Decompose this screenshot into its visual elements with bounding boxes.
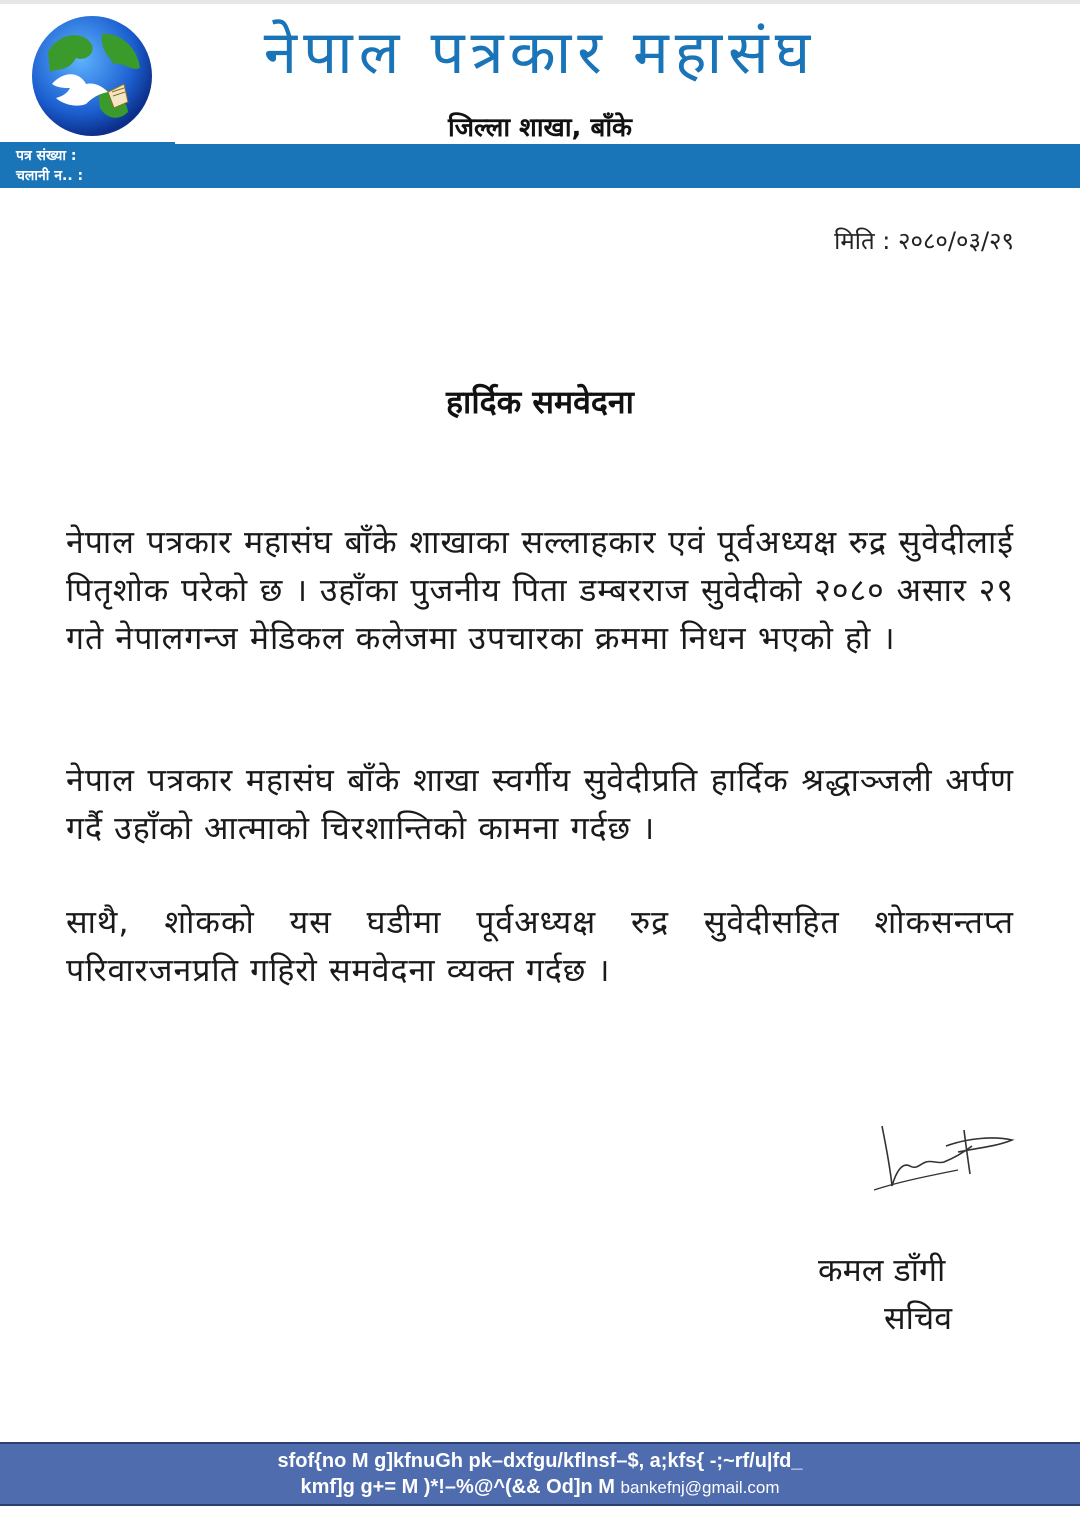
letter-date: मिति : २०८०/०३/२९: [834, 227, 1014, 255]
handwritten-signature: [868, 1116, 1018, 1196]
organization-name: नेपाल पत्रकार महासंघ: [263, 18, 817, 88]
footer-email[interactable]: bankefnj@gmail.com: [620, 1478, 780, 1497]
dispatch-number-label: चलानी न.. :: [16, 168, 84, 184]
footer-address-line: sfof{no M g]kfnuGh pk–dxfgu/kflnsf–$, a;kfs{ -;~rf/u|fd_: [277, 1450, 803, 1472]
branch-name: जिल्ला शाखा, बाँके: [447, 113, 633, 143]
signer-title: सचिव: [884, 1299, 953, 1337]
signer-name: कमल डाँगी: [818, 1251, 946, 1289]
body-paragraph-2: नेपाल पत्रकार महासंघ बाँके शाखा स्वर्गीय सुवेदीप्रति हार्दिक श्रद्धाञ्जली अर्पण गर्दै उहाँको आत्माको चिरशान्तिको कामना गर्दछ ।: [66, 761, 1014, 847]
body-paragraph-3: साथै, शोकको यस घडीमा पूर्वअध्यक्ष रुद्र सुवेदीसहित शोकसन्तप्त परिवारजनप्रति गहिरो समवेदना व्यक्त गर्दछ ।: [66, 903, 1014, 989]
footer-phone-text: kmf]g g+= M )*!–%@^(&& Od]n M: [300, 1476, 615, 1498]
body-paragraph-1: नेपाल पत्रकार महासंघ बाँके शाखाका सल्लाहकार एवं पूर्वअध्यक्ष रुद्र सुवेदीलाई पितृशोक परेको छ । उहाँका पुजनीय पिता डम्बरराज सुवेदीको २०८० असार २९ गते नेपालगन्ज मेडिकल कलेजमा उपचारका क्रममा निधन भएको हो ।: [66, 523, 1014, 657]
globe-dove-logo: [28, 12, 156, 140]
top-border: [0, 0, 1080, 4]
header-blue-band: [0, 144, 1080, 188]
letter-heading: हार्दिक समवेदना: [446, 383, 634, 421]
reference-number-label: पत्र संख्या :: [16, 148, 77, 164]
footer-band: [0, 1442, 1080, 1506]
footer-contact-line: [0, 1474, 1080, 1501]
